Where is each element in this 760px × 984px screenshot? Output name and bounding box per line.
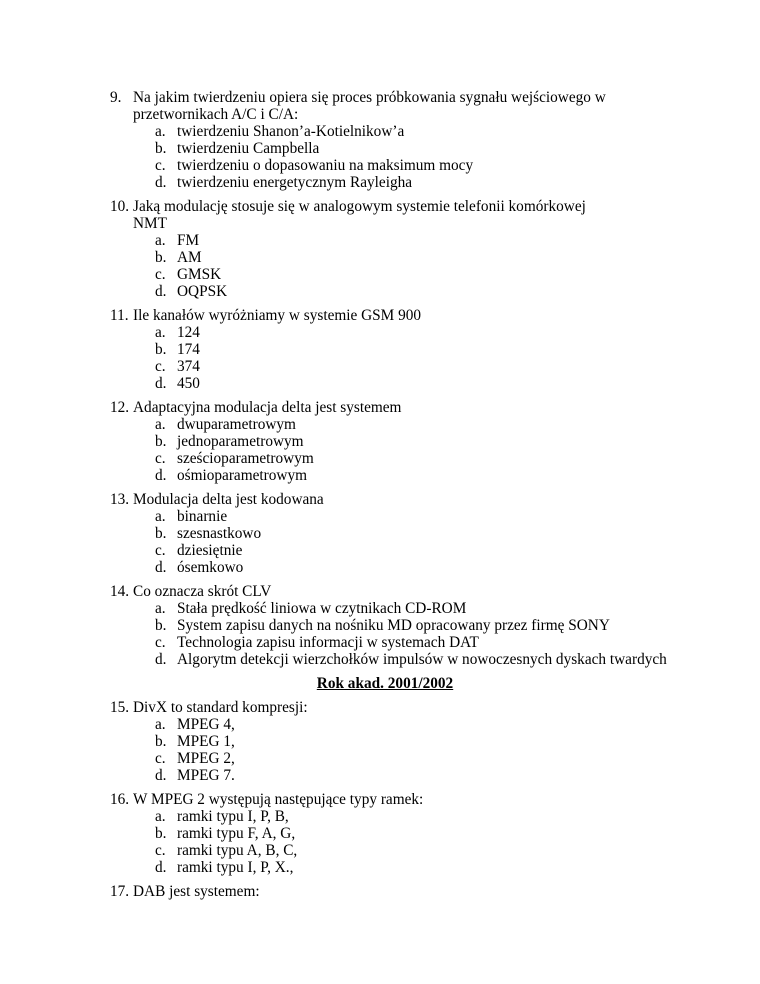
- question-number: 13.: [110, 491, 130, 508]
- answer-option: [0, 808, 760, 825]
- question-line: [0, 583, 760, 600]
- option-text: dziesiętnie: [177, 542, 243, 559]
- question: [0, 491, 760, 576]
- option-text: ramki typu I, P, B,: [177, 808, 289, 825]
- question: [0, 89, 760, 191]
- question-line: [0, 198, 760, 232]
- option-text: 450: [177, 375, 200, 392]
- answer-option: [0, 358, 760, 375]
- answer-option: [0, 525, 760, 542]
- option-text: jednoparametrowym: [177, 433, 304, 450]
- question-number: 12.: [110, 399, 130, 416]
- option-text: MPEG 7.: [177, 767, 235, 784]
- answer-option: [0, 283, 760, 300]
- question-line: [0, 399, 760, 416]
- answer-option: [0, 600, 760, 617]
- answer-option: [0, 767, 760, 784]
- option-letter: b.: [155, 733, 167, 750]
- option-letter: b.: [155, 140, 167, 157]
- option-letter: d.: [155, 767, 167, 784]
- option-text: ramki typu F, A, G,: [177, 825, 296, 842]
- answer-option: [0, 542, 760, 559]
- question-line: [0, 89, 760, 123]
- option-text: System zapisu danych na nośniku MD opracowany przez firmę SONY: [177, 617, 610, 634]
- option-text: twierdzeniu energetycznym Rayleigha: [177, 174, 413, 191]
- option-letter: c.: [155, 358, 166, 375]
- option-letter: a.: [155, 416, 166, 433]
- question-text: Modulacja delta jest kodowana: [133, 491, 324, 508]
- option-text: twierdzeniu o dopasowaniu na maksimum mocy: [177, 157, 474, 174]
- option-letter: d.: [155, 559, 167, 576]
- option-letter: c.: [155, 266, 166, 283]
- option-text: 124: [177, 324, 200, 341]
- question-number: 16.: [110, 791, 130, 808]
- question-line: [0, 791, 760, 808]
- option-letter: d.: [155, 375, 167, 392]
- option-text: OQPSK: [177, 283, 228, 300]
- option-letter: d.: [155, 174, 167, 191]
- option-letter: c.: [155, 542, 166, 559]
- question-text: Na jakim twierdzeniu opiera się proces próbkowania sygnału wejściowego w przetwornikach A/C i C/A:: [133, 89, 606, 123]
- section-heading: Rok akad. 2001/2002: [316, 675, 454, 692]
- option-letter: d.: [155, 283, 167, 300]
- question-number: 11.: [110, 307, 129, 324]
- answer-option: [0, 140, 760, 157]
- question: [0, 883, 760, 900]
- question-text: W MPEG 2 występują następujące typy ramek:: [133, 791, 424, 808]
- option-text: GMSK: [177, 266, 222, 283]
- option-letter: c.: [155, 157, 166, 174]
- option-text: 374: [177, 358, 200, 375]
- option-letter: a.: [155, 324, 166, 341]
- question-line: [0, 883, 760, 900]
- option-letter: a.: [155, 600, 166, 617]
- answer-option: [0, 733, 760, 750]
- answer-option: [0, 433, 760, 450]
- question-text: Ile kanałów wyróżniamy w systemie GSM 900: [133, 307, 422, 324]
- answer-option: [0, 450, 760, 467]
- answer-option: [0, 266, 760, 283]
- option-text: ramki typu A, B, C,: [177, 842, 298, 859]
- option-letter: c.: [155, 842, 166, 859]
- answer-option: [0, 634, 760, 651]
- answer-option: [0, 232, 760, 249]
- question-line: [0, 307, 760, 324]
- option-letter: b.: [155, 525, 167, 542]
- option-text: MPEG 2,: [177, 750, 235, 767]
- questions-section-1: [0, 89, 760, 668]
- questions-section-2: [0, 699, 760, 900]
- answer-option: [0, 508, 760, 525]
- question-number: 17.: [110, 883, 130, 900]
- question-line: [0, 491, 760, 508]
- option-letter: b.: [155, 341, 167, 358]
- question: [0, 399, 760, 484]
- answer-option: [0, 559, 760, 576]
- answer-option: [0, 825, 760, 842]
- option-letter: b.: [155, 617, 167, 634]
- answer-option: [0, 842, 760, 859]
- question-text: Jaką modulację stosuje się w analogowym systemie telefonii komórkowej NMT: [133, 198, 586, 232]
- option-text: sześcioparametrowym: [177, 450, 314, 467]
- option-text: MPEG 4,: [177, 716, 235, 733]
- answer-option: [0, 651, 760, 668]
- question-text: DAB jest systemem:: [133, 883, 260, 900]
- option-text: twierdzeniu Campbella: [177, 140, 320, 157]
- answer-option: [0, 324, 760, 341]
- option-text: twierdzeniu Shanon’a-Kotielnikow’a: [177, 123, 405, 140]
- question: [0, 791, 760, 876]
- document-page: [0, 89, 760, 907]
- question-number: 15.: [110, 699, 130, 716]
- question-text: DivX to standard kompresji:: [133, 699, 308, 716]
- question-number: 10.: [110, 198, 130, 215]
- option-text: ósemkowo: [177, 559, 244, 576]
- question-number: 9.: [110, 89, 122, 106]
- answer-option: [0, 375, 760, 392]
- answer-option: [0, 416, 760, 433]
- question: [0, 583, 760, 668]
- option-text: szesnastkowo: [177, 525, 262, 542]
- option-letter: b.: [155, 433, 167, 450]
- option-text: MPEG 1,: [177, 733, 235, 750]
- option-letter: c.: [155, 634, 166, 651]
- question: [0, 699, 760, 784]
- option-letter: b.: [155, 249, 167, 266]
- option-letter: a.: [155, 808, 166, 825]
- option-letter: a.: [155, 232, 166, 249]
- option-letter: c.: [155, 450, 166, 467]
- option-letter: b.: [155, 825, 167, 842]
- question-line: [0, 699, 760, 716]
- option-text: Stała prędkość liniowa w czytnikach CD-ROM: [177, 600, 467, 617]
- option-letter: a.: [155, 508, 166, 525]
- option-text: ośmioparametrowym: [177, 467, 307, 484]
- option-text: dwuparametrowym: [177, 416, 296, 433]
- option-letter: a.: [155, 123, 166, 140]
- question-text: Adaptacyjna modulacja delta jest systemem: [133, 399, 402, 416]
- option-text: Technologia zapisu informacji w systemach DAT: [177, 634, 479, 651]
- option-text: FM: [177, 232, 200, 249]
- question-text: Co oznacza skrót CLV: [133, 583, 272, 600]
- question-number: 14.: [110, 583, 130, 600]
- answer-option: [0, 123, 760, 140]
- answer-option: [0, 467, 760, 484]
- answer-option: [0, 617, 760, 634]
- option-letter: a.: [155, 716, 166, 733]
- answer-option: [0, 859, 760, 876]
- option-text: AM: [177, 249, 202, 266]
- option-text: 174: [177, 341, 200, 358]
- answer-option: [0, 174, 760, 191]
- option-text: binarnie: [177, 508, 228, 525]
- answer-option: [0, 341, 760, 358]
- option-letter: d.: [155, 651, 167, 668]
- answer-option: [0, 750, 760, 767]
- option-letter: d.: [155, 467, 167, 484]
- question: [0, 307, 760, 392]
- question: [0, 198, 760, 300]
- option-letter: d.: [155, 859, 167, 876]
- option-letter: c.: [155, 750, 166, 767]
- answer-option: [0, 157, 760, 174]
- option-text: ramki typu I, P, X.,: [177, 859, 294, 876]
- option-text: Algorytm detekcji wierzchołków impulsów w nowoczesnych dyskach twardych: [177, 651, 667, 668]
- answer-option: [0, 716, 760, 733]
- answer-option: [0, 249, 760, 266]
